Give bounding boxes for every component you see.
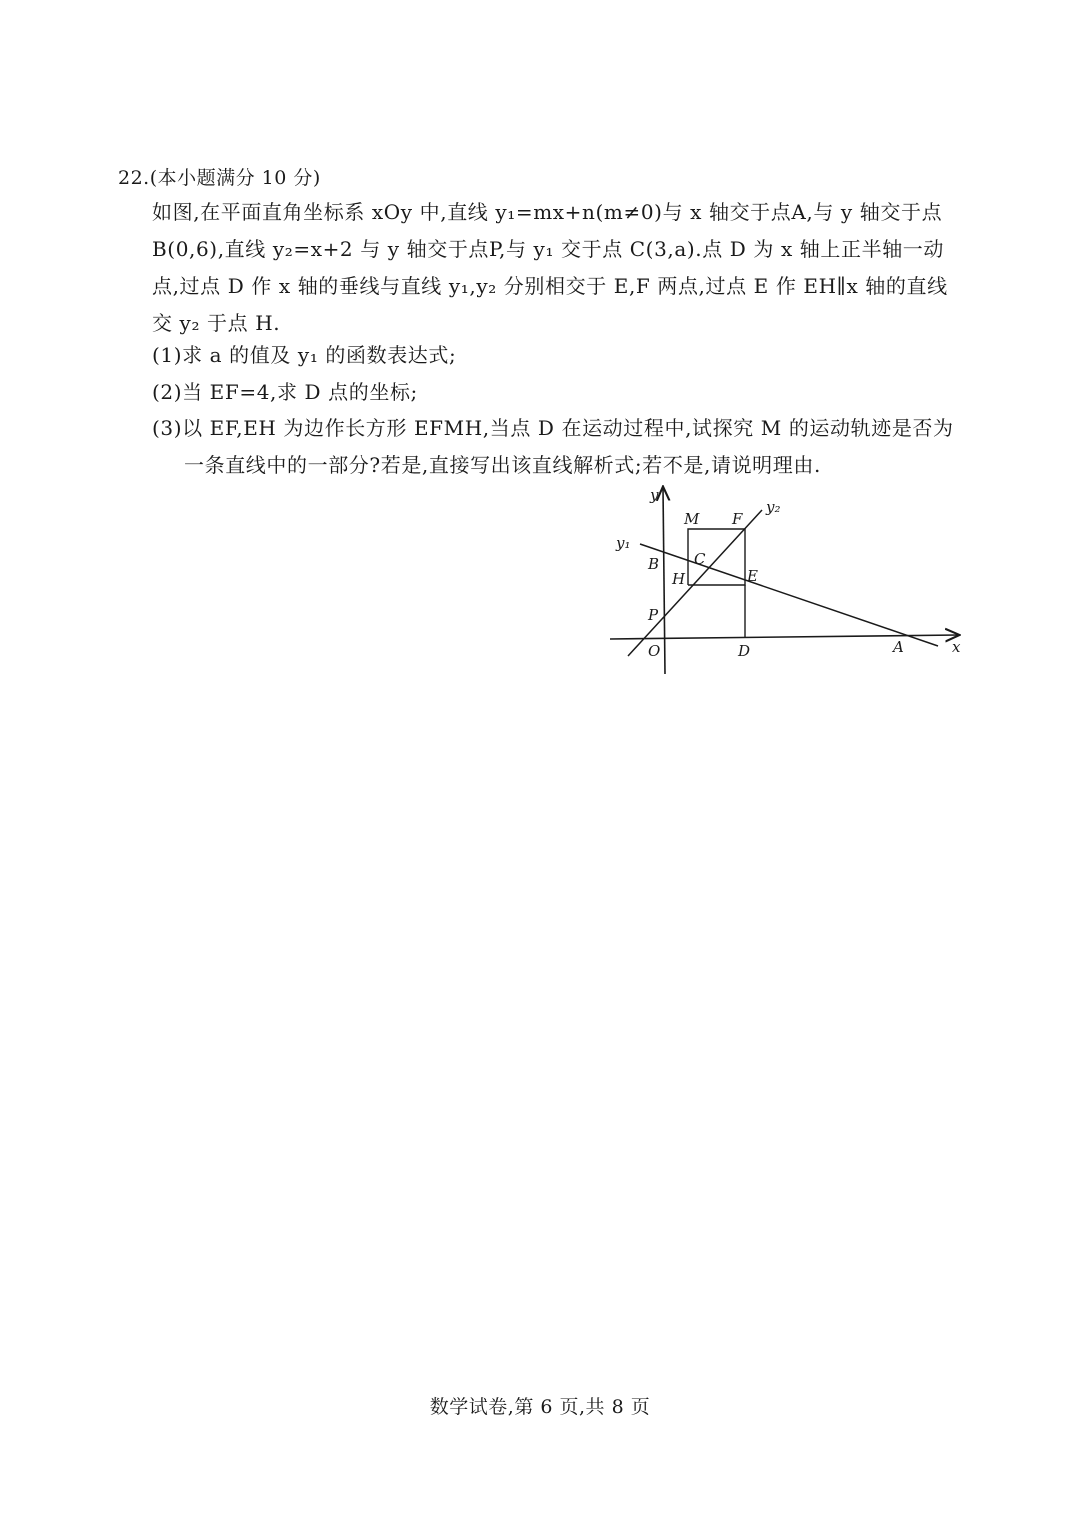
label-y-axis: y — [650, 486, 659, 504]
question-stem — [152, 194, 964, 342]
y-axis — [663, 488, 665, 674]
label-d: D — [738, 642, 751, 660]
label-x-axis: x — [952, 638, 961, 656]
label-h: H — [672, 570, 686, 588]
figure-svg — [600, 480, 980, 680]
coordinate-figure — [600, 480, 980, 680]
label-c: C — [694, 550, 706, 568]
label-y2: y₂ — [766, 498, 781, 516]
label-a: A — [893, 638, 904, 656]
stem-line-3: 点,过点 D 作 x 轴的垂线与直线 y₁,y₂ 分别相交于 E,F 两点,过点 E 作 EH∥x 轴的直线 — [152, 274, 948, 298]
sub-question-3-line-2: 一条直线中的一部分?若是,直接写出该直线解析式;若不是,请说明理由. — [184, 453, 821, 477]
label-origin: O — [648, 642, 661, 660]
label-b: B — [648, 555, 660, 573]
question-header: 22.(本小题满分 10 分) — [118, 167, 321, 189]
page-footer: 数学试卷,第 6 页,共 8 页 — [429, 1396, 651, 1418]
label-f: F — [732, 510, 743, 528]
sub-question-2: (2)当 EF=4,求 D 点的坐标; — [152, 380, 418, 404]
stem-line-1: 如图,在平面直角坐标系 xOy 中,直线 y₁=mx+n(m≠0)与 x 轴交于点A,与 y 轴交于点 — [152, 200, 943, 224]
label-p: P — [648, 606, 659, 624]
sub-question-3-line-1: (3)以 EF,EH 为边作长方形 EFMH,当点 D 在运动过程中,试探究 M 的运动轨迹是否为 — [152, 416, 954, 440]
stem-line-2: B(0,6),直线 y₂=x+2 与 y 轴交于点P,与 y₁ 交于点 C(3,a).点 D 为 x 轴上正半轴一动 — [152, 237, 944, 261]
stem-line-4: 交 y₂ 于点 H. — [152, 311, 281, 335]
label-y1: y₁ — [616, 534, 631, 552]
sub-question-3 — [152, 410, 964, 484]
sub-question-1: (1)求 a 的值及 y₁ 的函数表达式; — [152, 343, 457, 367]
label-m: M — [684, 510, 700, 528]
line-y2 — [628, 510, 762, 656]
label-e: E — [747, 567, 758, 585]
